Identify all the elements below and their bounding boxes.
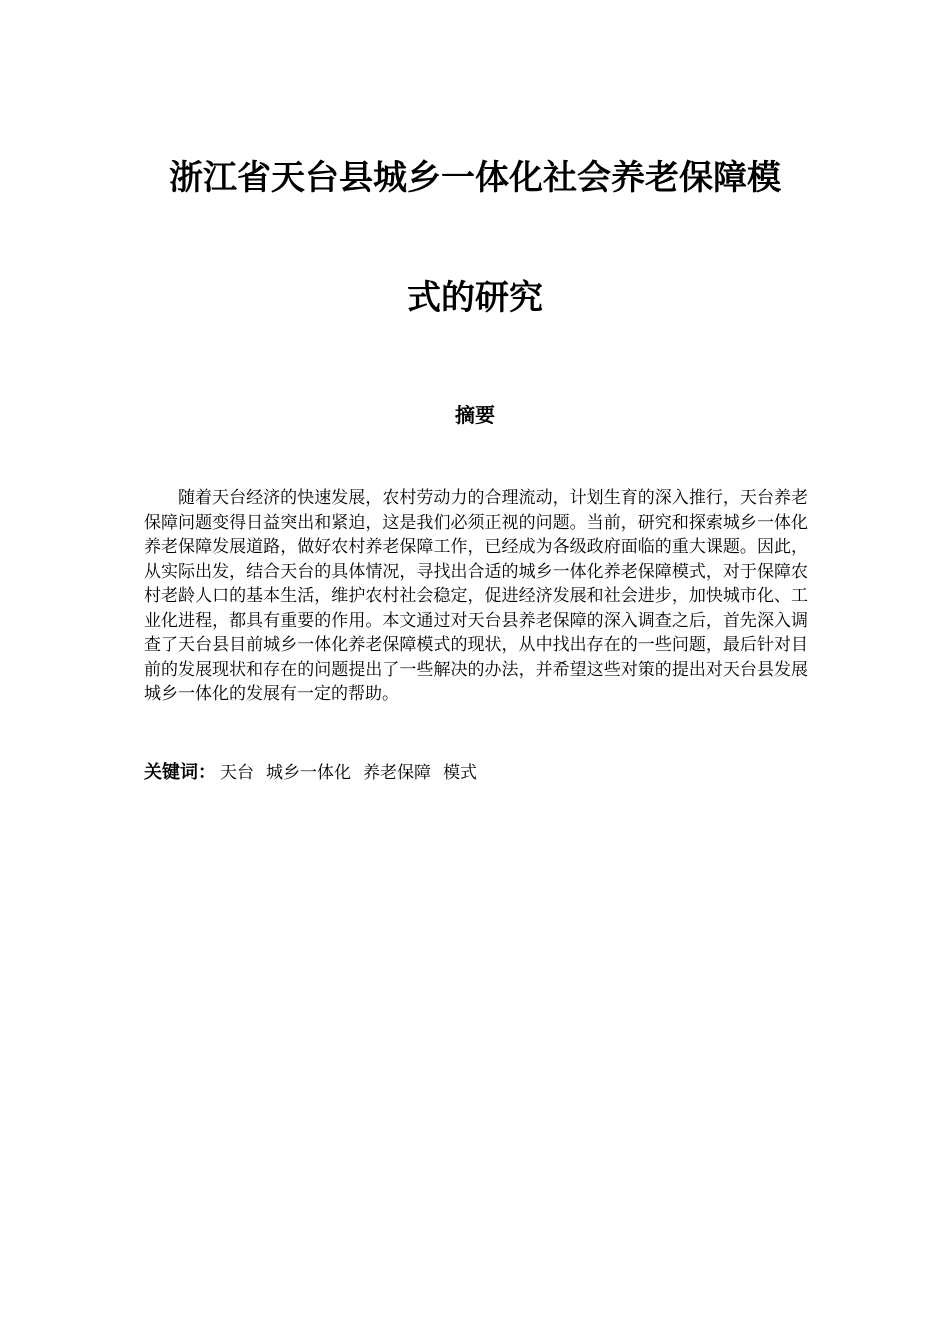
abstract-body: 随着天台经济的快速发展，农村劳动力的合理流动，计划生育的深入推行，天台养老保障问题变得日益突出和紧迫，这是我们必须正视的问题。当前，研究和探索城乡一体化养老保障发展道路，做好农村养老保障工作，已经成为各级政府面临的重大课题。因此，从实际出发，结合天台的具体情况，寻找出合适的城乡一体化养老保障模式，对于保障农村老龄人口的基本生活，维护农村社会稳定，促进经济发展和社会进步，加快城市化、工业化进程，都具有重要的作用。本文通过对天台县养老保障的深入调查之后，首先深入调查了天台县目前城乡一体化养老保障模式的现状，从中找出存在的一些问题，最后针对目前的发展现状和存在的问题提出了一些解决的办法，并希望这些对策的提出对天台县发展城乡一体化的发展有一定的帮助。	[144, 488, 808, 704]
keyword-item: 养老保障	[363, 763, 431, 783]
paper-title-line-1: 浙江省天台县城乡一体化社会养老保障模	[169, 158, 781, 198]
abstract-heading: 摘要	[455, 403, 495, 427]
keyword-item: 城乡一体化	[266, 763, 351, 783]
keyword-item: 天台	[220, 763, 254, 783]
keywords-label: 关键词：	[144, 762, 216, 783]
keyword-item: 模式	[443, 763, 477, 783]
keywords-line	[144, 760, 808, 786]
paper-title-line-2: 式的研究	[407, 278, 543, 318]
